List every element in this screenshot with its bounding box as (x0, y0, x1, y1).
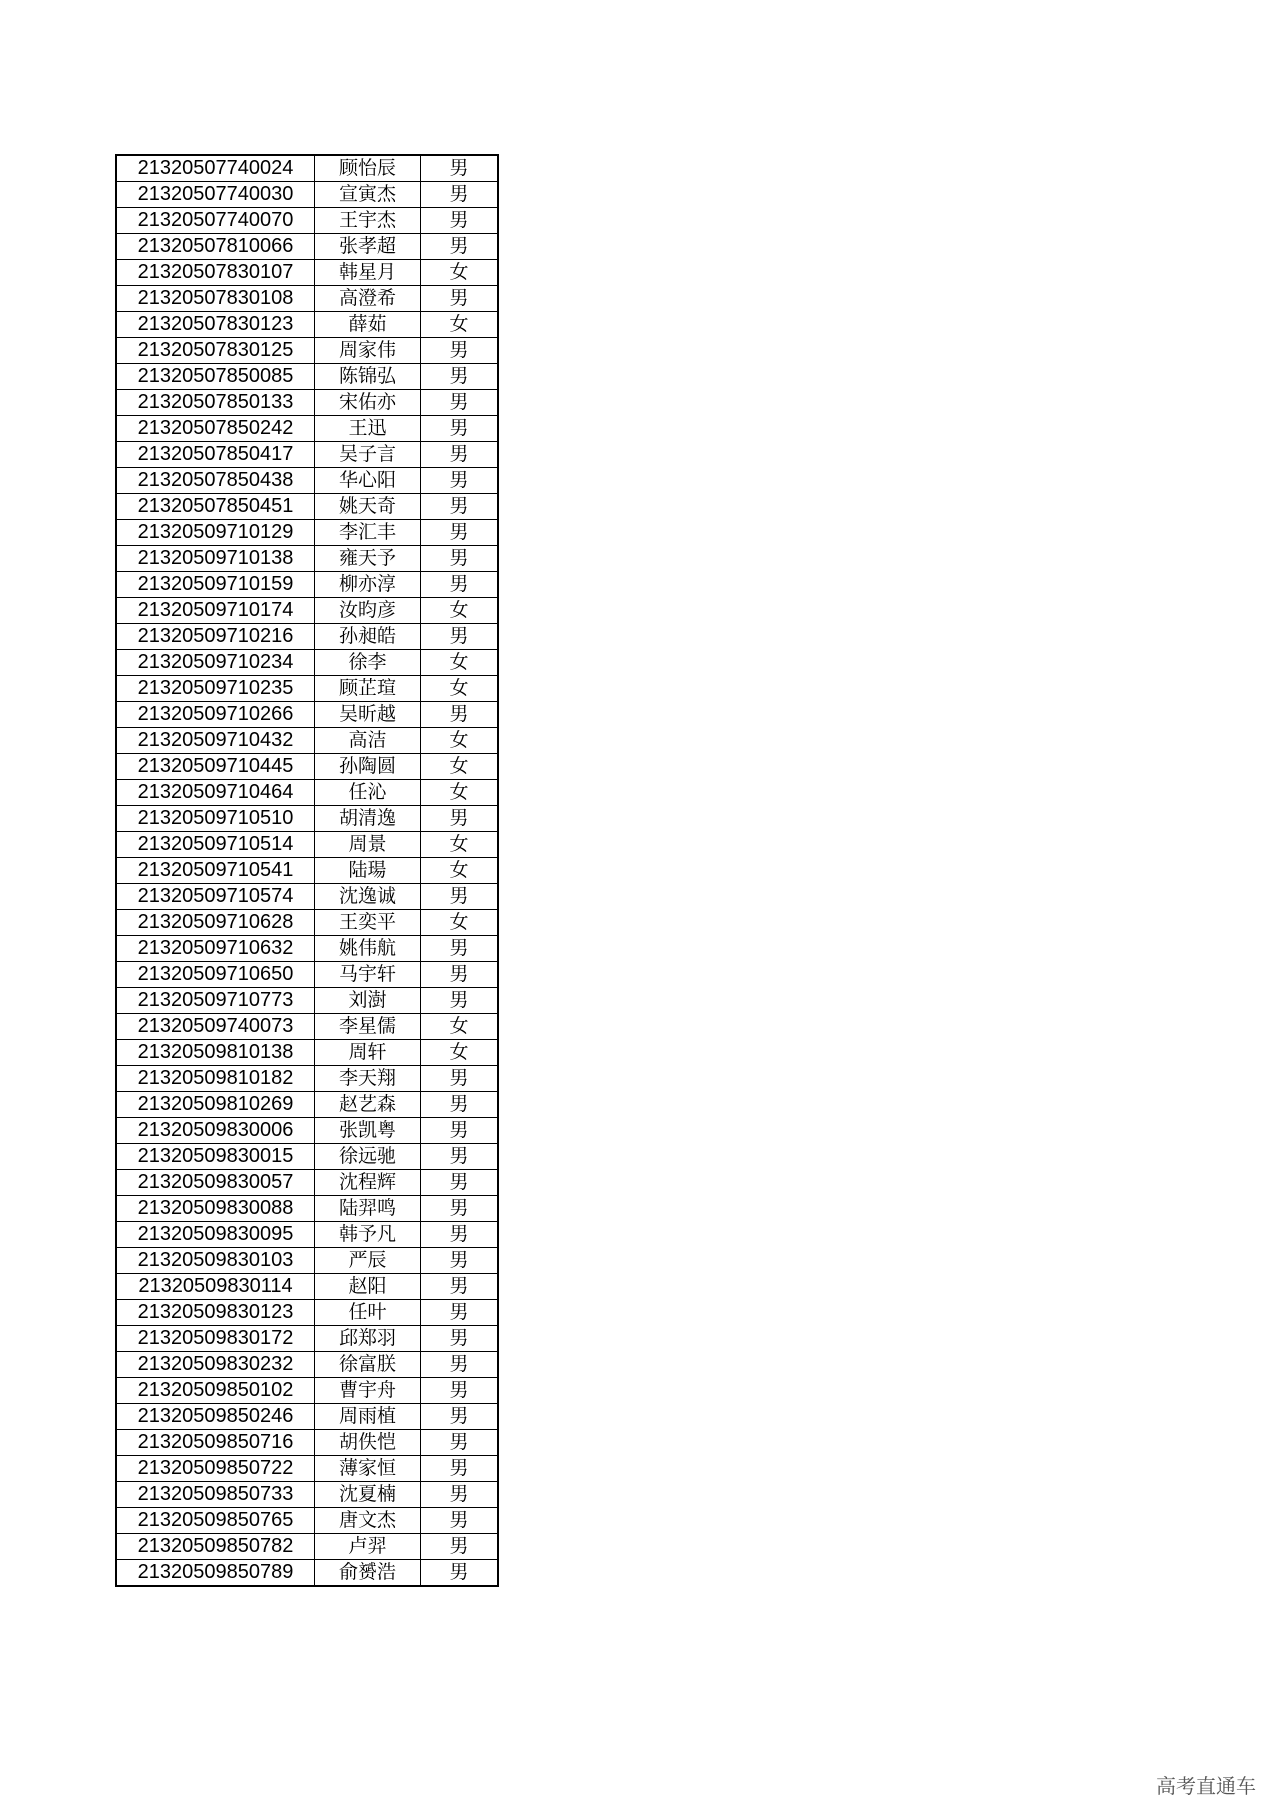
gender-cell: 男 (421, 1560, 499, 1587)
student-name-cell: 沈程辉 (315, 1170, 421, 1196)
student-name-cell: 徐远驰 (315, 1144, 421, 1170)
student-name-cell: 陆羿鸣 (315, 1196, 421, 1222)
exam-id-cell: 21320509710514 (116, 832, 315, 858)
gender-cell: 女 (421, 650, 499, 676)
student-roster-table (115, 154, 499, 1587)
table-row (116, 208, 498, 234)
gender-cell: 男 (421, 1248, 499, 1274)
exam-id-cell: 21320509710266 (116, 702, 315, 728)
exam-id-cell: 21320509710632 (116, 936, 315, 962)
exam-id-cell: 21320509710159 (116, 572, 315, 598)
table-row (116, 364, 498, 390)
gender-cell: 男 (421, 1196, 499, 1222)
exam-id-cell: 21320509710129 (116, 520, 315, 546)
gender-cell: 男 (421, 1144, 499, 1170)
table-row (116, 1196, 498, 1222)
student-name-cell: 任沁 (315, 780, 421, 806)
gender-cell: 男 (421, 1352, 499, 1378)
exam-id-cell: 21320509830123 (116, 1300, 315, 1326)
student-name-cell: 宣寅杰 (315, 182, 421, 208)
exam-id-cell: 21320507830125 (116, 338, 315, 364)
gender-cell: 男 (421, 416, 499, 442)
exam-id-cell: 21320507850085 (116, 364, 315, 390)
student-name-cell: 孙昶皓 (315, 624, 421, 650)
table-row (116, 988, 498, 1014)
gender-cell: 女 (421, 780, 499, 806)
student-name-cell: 徐李 (315, 650, 421, 676)
gender-cell: 男 (421, 624, 499, 650)
table-row (116, 1508, 498, 1534)
table-row (116, 936, 498, 962)
table-row (116, 676, 498, 702)
student-name-cell: 张孝超 (315, 234, 421, 260)
gender-cell: 男 (421, 1092, 499, 1118)
table-row (116, 1352, 498, 1378)
table-row (116, 1482, 498, 1508)
table-row (116, 1430, 498, 1456)
exam-id-cell: 21320509710234 (116, 650, 315, 676)
table-row (116, 962, 498, 988)
table-row (116, 650, 498, 676)
table-row (116, 1222, 498, 1248)
student-name-cell: 华心阳 (315, 468, 421, 494)
gender-cell: 男 (421, 234, 499, 260)
student-name-cell: 孙陶圆 (315, 754, 421, 780)
table-row (116, 338, 498, 364)
roster-body (116, 155, 498, 1586)
student-name-cell: 吴昕越 (315, 702, 421, 728)
student-name-cell: 王迅 (315, 416, 421, 442)
table-row (116, 1014, 498, 1040)
exam-id-cell: 21320507740024 (116, 155, 315, 182)
gender-cell: 男 (421, 520, 499, 546)
gender-cell: 男 (421, 1430, 499, 1456)
exam-id-cell: 21320509830057 (116, 1170, 315, 1196)
student-name-cell: 汝昀彦 (315, 598, 421, 624)
student-name-cell: 李星儒 (315, 1014, 421, 1040)
gender-cell: 男 (421, 468, 499, 494)
student-name-cell: 唐文杰 (315, 1508, 421, 1534)
exam-id-cell: 21320509850246 (116, 1404, 315, 1430)
gender-cell: 男 (421, 390, 499, 416)
student-name-cell: 薛茹 (315, 312, 421, 338)
exam-id-cell: 21320509830015 (116, 1144, 315, 1170)
table-row (116, 624, 498, 650)
student-name-cell: 周雨植 (315, 1404, 421, 1430)
gender-cell: 女 (421, 832, 499, 858)
student-name-cell: 胡佚恺 (315, 1430, 421, 1456)
table-row (116, 416, 498, 442)
table-row (116, 442, 498, 468)
student-name-cell: 刘澍 (315, 988, 421, 1014)
student-name-cell: 王奕平 (315, 910, 421, 936)
table-row (116, 1378, 498, 1404)
table-row (116, 260, 498, 286)
exam-id-cell: 21320509710138 (116, 546, 315, 572)
gender-cell: 女 (421, 1040, 499, 1066)
table-row (116, 1118, 498, 1144)
student-name-cell: 李汇丰 (315, 520, 421, 546)
exam-id-cell: 21320507850242 (116, 416, 315, 442)
student-name-cell: 张凯粤 (315, 1118, 421, 1144)
exam-id-cell: 21320509830006 (116, 1118, 315, 1144)
table-row (116, 806, 498, 832)
table-row (116, 1456, 498, 1482)
exam-id-cell: 21320509830114 (116, 1274, 315, 1300)
student-name-cell: 胡清逸 (315, 806, 421, 832)
table-row (116, 572, 498, 598)
table-row (116, 1170, 498, 1196)
gender-cell: 男 (421, 884, 499, 910)
gender-cell: 男 (421, 1118, 499, 1144)
table-row (116, 1144, 498, 1170)
gender-cell: 女 (421, 910, 499, 936)
student-name-cell: 周轩 (315, 1040, 421, 1066)
table-row (116, 1092, 498, 1118)
exam-id-cell: 21320509710235 (116, 676, 315, 702)
exam-id-cell: 21320509830232 (116, 1352, 315, 1378)
gender-cell: 女 (421, 754, 499, 780)
student-name-cell: 陆瑒 (315, 858, 421, 884)
table-row (116, 1248, 498, 1274)
table-row (116, 1274, 498, 1300)
gender-cell: 男 (421, 364, 499, 390)
student-name-cell: 宋佑亦 (315, 390, 421, 416)
table-row (116, 494, 498, 520)
student-name-cell: 赵艺森 (315, 1092, 421, 1118)
table-row (116, 1404, 498, 1430)
student-name-cell: 俞赟浩 (315, 1560, 421, 1587)
table-row (116, 1040, 498, 1066)
student-name-cell: 吴子言 (315, 442, 421, 468)
table-row (116, 1300, 498, 1326)
gender-cell: 男 (421, 286, 499, 312)
table-row (116, 728, 498, 754)
gender-cell: 男 (421, 988, 499, 1014)
table-row (116, 155, 498, 182)
student-name-cell: 沈夏楠 (315, 1482, 421, 1508)
student-name-cell: 姚伟航 (315, 936, 421, 962)
student-name-cell: 卢羿 (315, 1534, 421, 1560)
table-row (116, 780, 498, 806)
exam-id-cell: 21320507830107 (116, 260, 315, 286)
gender-cell: 男 (421, 1456, 499, 1482)
student-name-cell: 邱郑羽 (315, 1326, 421, 1352)
gender-cell: 男 (421, 208, 499, 234)
gender-cell: 女 (421, 676, 499, 702)
exam-id-cell: 21320509830172 (116, 1326, 315, 1352)
gender-cell: 男 (421, 1066, 499, 1092)
gender-cell: 男 (421, 572, 499, 598)
gender-cell: 男 (421, 806, 499, 832)
table-row (116, 754, 498, 780)
exam-id-cell: 21320509810269 (116, 1092, 315, 1118)
exam-id-cell: 21320509830088 (116, 1196, 315, 1222)
gender-cell: 女 (421, 260, 499, 286)
exam-id-cell: 21320509710650 (116, 962, 315, 988)
student-name-cell: 沈逸诚 (315, 884, 421, 910)
student-name-cell: 雍天予 (315, 546, 421, 572)
table-row (116, 884, 498, 910)
exam-id-cell: 21320509850722 (116, 1456, 315, 1482)
table-row (116, 1560, 498, 1587)
gender-cell: 女 (421, 1014, 499, 1040)
exam-id-cell: 21320509830095 (116, 1222, 315, 1248)
table-row (116, 702, 498, 728)
gender-cell: 女 (421, 728, 499, 754)
gender-cell: 男 (421, 1300, 499, 1326)
exam-id-cell: 21320509710628 (116, 910, 315, 936)
exam-id-cell: 21320507850438 (116, 468, 315, 494)
exam-id-cell: 21320509710464 (116, 780, 315, 806)
exam-id-cell: 21320509710773 (116, 988, 315, 1014)
student-name-cell: 柳亦淳 (315, 572, 421, 598)
gender-cell: 男 (421, 1326, 499, 1352)
gender-cell: 男 (421, 1378, 499, 1404)
student-name-cell: 李天翔 (315, 1066, 421, 1092)
gender-cell: 男 (421, 182, 499, 208)
table-row (116, 598, 498, 624)
student-name-cell: 韩予凡 (315, 1222, 421, 1248)
table-row (116, 234, 498, 260)
gender-cell: 男 (421, 962, 499, 988)
exam-id-cell: 21320509710574 (116, 884, 315, 910)
gender-cell: 男 (421, 1404, 499, 1430)
exam-id-cell: 21320509710216 (116, 624, 315, 650)
exam-id-cell: 21320507810066 (116, 234, 315, 260)
exam-id-cell: 21320507850417 (116, 442, 315, 468)
gender-cell: 男 (421, 1222, 499, 1248)
table-row (116, 182, 498, 208)
gender-cell: 男 (421, 936, 499, 962)
exam-id-cell: 21320509710541 (116, 858, 315, 884)
student-name-cell: 徐富朕 (315, 1352, 421, 1378)
gender-cell: 男 (421, 1534, 499, 1560)
exam-id-cell: 21320509850782 (116, 1534, 315, 1560)
exam-id-cell: 21320509710174 (116, 598, 315, 624)
student-name-cell: 周家伟 (315, 338, 421, 364)
exam-id-cell: 21320507850451 (116, 494, 315, 520)
gender-cell: 男 (421, 1508, 499, 1534)
exam-id-cell: 21320509810138 (116, 1040, 315, 1066)
gender-cell: 男 (421, 1274, 499, 1300)
gender-cell: 女 (421, 312, 499, 338)
student-name-cell: 任叶 (315, 1300, 421, 1326)
table-row (116, 1326, 498, 1352)
exam-id-cell: 21320509850765 (116, 1508, 315, 1534)
gender-cell: 男 (421, 1170, 499, 1196)
exam-id-cell: 21320507850133 (116, 390, 315, 416)
student-name-cell: 顾芷瑄 (315, 676, 421, 702)
table-row (116, 390, 498, 416)
gender-cell: 男 (421, 546, 499, 572)
gender-cell: 男 (421, 494, 499, 520)
gender-cell: 男 (421, 155, 499, 182)
exam-id-cell: 21320509740073 (116, 1014, 315, 1040)
table-row (116, 468, 498, 494)
exam-id-cell: 21320507740030 (116, 182, 315, 208)
student-name-cell: 陈锦弘 (315, 364, 421, 390)
table-row (116, 832, 498, 858)
gender-cell: 男 (421, 442, 499, 468)
exam-id-cell: 21320509810182 (116, 1066, 315, 1092)
gender-cell: 女 (421, 598, 499, 624)
gender-cell: 男 (421, 338, 499, 364)
student-name-cell: 高澄希 (315, 286, 421, 312)
exam-id-cell: 21320509710445 (116, 754, 315, 780)
exam-id-cell: 21320509830103 (116, 1248, 315, 1274)
student-name-cell: 薄家恒 (315, 1456, 421, 1482)
exam-id-cell: 21320509850733 (116, 1482, 315, 1508)
table-row (116, 1066, 498, 1092)
table-row (116, 312, 498, 338)
gender-cell: 男 (421, 702, 499, 728)
student-name-cell: 韩星月 (315, 260, 421, 286)
student-name-cell: 马宇轩 (315, 962, 421, 988)
exam-id-cell: 21320509850716 (116, 1430, 315, 1456)
gender-cell: 女 (421, 858, 499, 884)
exam-id-cell: 21320509710432 (116, 728, 315, 754)
table-row (116, 546, 498, 572)
exam-id-cell: 21320509850789 (116, 1560, 315, 1587)
student-name-cell: 高洁 (315, 728, 421, 754)
exam-id-cell: 21320509850102 (116, 1378, 315, 1404)
table-row (116, 286, 498, 312)
exam-id-cell: 21320507830108 (116, 286, 315, 312)
student-name-cell: 姚天奇 (315, 494, 421, 520)
student-name-cell: 周景 (315, 832, 421, 858)
table-row (116, 910, 498, 936)
student-name-cell: 严辰 (315, 1248, 421, 1274)
student-name-cell: 赵阳 (315, 1274, 421, 1300)
table-row (116, 858, 498, 884)
table-row (116, 1534, 498, 1560)
watermark-text: 高考直通车 (1156, 1774, 1256, 1798)
table-row (116, 520, 498, 546)
exam-id-cell: 21320509710510 (116, 806, 315, 832)
student-name-cell: 顾怡辰 (315, 155, 421, 182)
student-name-cell: 曹宇舟 (315, 1378, 421, 1404)
exam-id-cell: 21320507830123 (116, 312, 315, 338)
student-name-cell: 王宇杰 (315, 208, 421, 234)
gender-cell: 男 (421, 1482, 499, 1508)
exam-id-cell: 21320507740070 (116, 208, 315, 234)
